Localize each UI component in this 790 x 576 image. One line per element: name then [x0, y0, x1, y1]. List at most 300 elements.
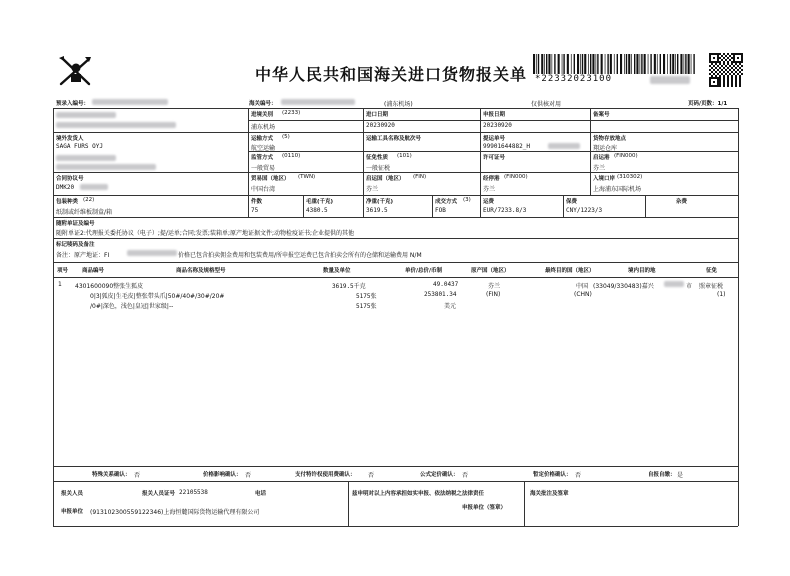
goods-col-price: 单价/总价/币制 — [405, 268, 443, 274]
qr-module — [735, 61, 737, 63]
net-weight-value: 3619.5 — [366, 207, 388, 214]
qr-module — [723, 83, 725, 85]
goods-item-levy-1: 照章征税 — [699, 283, 724, 290]
qr-module — [719, 63, 721, 65]
qr-module — [737, 73, 739, 75]
qr-module — [719, 61, 721, 63]
qr-module — [731, 85, 733, 87]
pieces-label: 件数 — [251, 199, 263, 205]
barcode-bar — [677, 54, 678, 74]
barcode-bar — [552, 54, 553, 74]
consignee-name-redacted — [56, 122, 176, 128]
qr-module — [733, 69, 735, 71]
barcode-bar — [596, 54, 597, 74]
barcode-bar — [563, 54, 564, 74]
qr-module — [735, 81, 737, 83]
qr-module — [715, 77, 717, 79]
barcode-bar — [685, 54, 686, 74]
qr-module — [727, 63, 729, 65]
supervision-value: 一般贸易 — [251, 165, 276, 172]
insurance-label: 保费 — [566, 199, 578, 205]
qr-module — [739, 53, 741, 55]
qr-module — [717, 61, 719, 63]
deal-mode-value: FOB — [435, 207, 446, 214]
misc-fee-label: 杂费 — [676, 199, 688, 205]
qr-module — [729, 55, 731, 57]
qr-module — [731, 71, 733, 73]
qr-module — [739, 85, 741, 87]
trade-country-label: 贸易国（地区） — [251, 176, 290, 182]
record-no-label: 备案号 — [593, 112, 610, 118]
contract-label: 合同协议号 — [56, 176, 84, 182]
goods-item-price-1: 49.0437 — [433, 281, 459, 288]
qr-module — [711, 77, 713, 79]
barcode-bar — [605, 54, 606, 74]
barcode-bar — [640, 54, 641, 74]
qr-module — [711, 85, 713, 87]
barcode-bar — [688, 54, 690, 74]
qr-module — [723, 67, 725, 69]
qr-module — [737, 69, 739, 71]
declarer-label: 报关人员 — [61, 491, 84, 497]
qr-module — [741, 65, 743, 67]
qr-module — [739, 67, 741, 69]
transport-mode-code: (5) — [282, 134, 290, 140]
self-pay-label: 自报自缴： — [648, 472, 676, 478]
barcode-bar — [533, 54, 535, 74]
qr-module — [723, 71, 725, 73]
barcode-bar — [610, 54, 612, 74]
qr-module — [739, 81, 741, 83]
origin-country-label: 启运国（地区） — [366, 176, 405, 182]
qr-module — [721, 69, 723, 71]
qr-module — [723, 57, 725, 59]
provisional-price-label: 暂定价格确认： — [533, 472, 572, 478]
qr-module — [719, 85, 721, 87]
provisional-price-value: 否 — [575, 472, 582, 479]
qr-module — [735, 63, 737, 65]
qr-module — [715, 67, 717, 69]
legal-statement: 兹申明对以上内容承担如实申报、依法纳税之法律责任 — [352, 491, 485, 497]
qr-module — [723, 53, 725, 55]
preentry-redacted — [92, 99, 168, 105]
trade-country-code: (TWN) — [298, 174, 316, 180]
barcode-bar — [597, 54, 598, 74]
supervision-code: (0110) — [282, 153, 301, 159]
qr-module — [717, 69, 719, 71]
departure-port-value: 芬兰 — [593, 165, 606, 172]
declare-unit-sign-label: 申报单位（签章） — [462, 505, 507, 511]
qr-module — [737, 65, 739, 67]
customs-stamp-label: 海关批注及签章 — [530, 491, 569, 497]
qr-module — [711, 63, 713, 65]
qr-module — [713, 81, 715, 83]
marks-redacted — [127, 250, 177, 256]
levy-code: (101) — [397, 153, 412, 159]
goods-col-qty: 数量及单位 — [323, 268, 351, 274]
via-port-value: 芬兰 — [483, 186, 496, 193]
qr-module — [717, 65, 719, 67]
qr-module — [735, 77, 737, 79]
qr-module — [727, 81, 729, 83]
qr-module — [741, 59, 743, 61]
royalty-label: 支付特许权使用费确认： — [295, 472, 356, 478]
qr-module — [719, 67, 721, 69]
qr-module — [733, 65, 735, 67]
qr-module — [711, 75, 713, 77]
qr-module — [717, 83, 719, 85]
qr-module — [719, 81, 721, 83]
goods-col-levy: 征免 — [706, 268, 718, 274]
qr-module — [709, 55, 711, 57]
entry-place-value: 上海浦东国际机场 — [593, 186, 642, 193]
qr-module — [727, 83, 729, 85]
barcode-bar — [644, 54, 646, 74]
barcode-bar — [582, 54, 583, 74]
customs-emblem-icon — [55, 54, 97, 88]
deal-mode-code: (3) — [463, 197, 471, 203]
qr-module — [709, 77, 711, 79]
goods-item-price-3: 美元 — [444, 303, 457, 310]
qr-module — [741, 69, 743, 71]
qr-module — [711, 61, 713, 63]
consumer-redacted — [56, 155, 116, 161]
barcode-number: *22332023100 — [535, 74, 613, 84]
qr-module — [723, 85, 725, 87]
qr-module — [741, 57, 743, 59]
qr-module — [717, 59, 719, 61]
barcode-bar — [574, 54, 575, 74]
barcode-bar — [617, 54, 618, 74]
freight-label: 运费 — [483, 199, 495, 205]
declare-date-value: 20230920 — [483, 122, 512, 129]
qr-module — [737, 61, 739, 63]
qr-module — [709, 83, 711, 85]
goods-domestic-redacted — [664, 281, 684, 287]
barcode-bar — [536, 54, 537, 74]
barcode-bar — [641, 54, 642, 74]
qr-module — [709, 81, 711, 83]
goods-item-price-2: 253801.34 — [424, 291, 457, 298]
barcode-bar — [567, 54, 569, 74]
pieces-value: 75 — [251, 207, 259, 214]
customs-no-redacted — [281, 99, 355, 105]
qr-module — [737, 53, 739, 55]
qr-module — [717, 55, 719, 57]
package-value: 纸制或纤维板制盒/箱 — [56, 209, 113, 216]
goods-item-dest-1: 中国 — [576, 283, 589, 290]
license-label: 许可证号 — [483, 155, 506, 161]
declarer-cert-label: 报关人员证号 — [142, 491, 176, 497]
package-label: 包装种类 — [56, 199, 79, 205]
qr-module — [727, 67, 729, 69]
qr-module — [725, 59, 727, 61]
consignee-redacted — [56, 112, 116, 118]
qr-module — [735, 75, 737, 77]
declarer-cert-value: 22105538 — [179, 489, 208, 496]
deal-mode-label: 成交方式 — [435, 199, 458, 205]
qr-module — [717, 73, 719, 75]
barcode-bar — [691, 54, 692, 74]
qr-module — [729, 65, 731, 67]
goods-col-origin: 原产国（地区） — [471, 268, 510, 274]
qr-module — [735, 71, 737, 73]
entry-place-code: (310302) — [617, 174, 643, 180]
qr-code — [709, 53, 743, 87]
qr-module — [709, 59, 711, 61]
qr-module — [727, 61, 729, 63]
qr-module — [733, 61, 735, 63]
qr-module — [739, 77, 741, 79]
storage-value: 翔运仓库 — [593, 145, 618, 152]
via-port-code: (FIN000) — [504, 174, 528, 180]
qr-module — [719, 57, 721, 59]
qr-module — [731, 79, 733, 81]
marks-label: 标记唛码及备注 — [56, 242, 95, 248]
qr-module — [715, 61, 717, 63]
bill-no-redacted — [548, 143, 580, 149]
goods-col-domestic: 境内目的地 — [628, 268, 656, 274]
goods-item-qty-1: 3619.5千克 — [332, 283, 366, 290]
import-date-label: 进口日期 — [366, 112, 389, 118]
entry-port-value: 浦东机场 — [251, 124, 276, 131]
qr-module — [713, 57, 715, 59]
marks-value-a: 备注：原产地证：FI — [56, 252, 110, 259]
levy-value: 一般征税 — [366, 165, 391, 172]
formula-price-value: 否 — [462, 472, 469, 479]
qr-module — [723, 63, 725, 65]
barcode-bar — [544, 54, 545, 74]
qr-module — [709, 69, 711, 71]
qr-module — [721, 59, 723, 61]
qr-module — [721, 65, 723, 67]
barcode-bar — [636, 54, 638, 74]
barcode-bar — [590, 54, 591, 74]
qr-module — [741, 55, 743, 57]
qr-module — [713, 61, 715, 63]
qr-module — [721, 73, 723, 75]
barcode-bar — [584, 54, 586, 74]
qr-module — [709, 57, 711, 59]
barcode-bar — [660, 54, 661, 74]
qr-module — [727, 85, 729, 87]
qr-module — [719, 71, 721, 73]
barcode-bar — [626, 54, 627, 74]
qr-module — [713, 85, 715, 87]
barcode-bar — [607, 54, 608, 74]
trade-country-value: 中国台湾 — [251, 186, 276, 193]
qr-module — [727, 71, 729, 73]
qr-module — [735, 79, 737, 81]
qr-module — [741, 61, 743, 63]
goods-col-dest: 最终目的国（地区） — [545, 268, 595, 274]
qr-module — [739, 63, 741, 65]
qr-module — [719, 53, 721, 55]
barcode-bar — [675, 54, 676, 74]
bill-no-label: 提运单号 — [483, 136, 506, 142]
goods-item-origin-2: (FIN) — [486, 291, 501, 298]
consumer-name-redacted — [56, 164, 156, 170]
qr-module — [731, 81, 733, 83]
goods-col-code: 商品编号 — [82, 268, 105, 274]
barcode — [533, 54, 698, 74]
via-port-label: 经停港 — [483, 176, 500, 182]
barcode-bar — [634, 54, 635, 74]
qr-module — [711, 53, 713, 55]
qr-module — [717, 77, 719, 79]
qr-module — [717, 81, 719, 83]
qr-module — [735, 85, 737, 87]
qr-module — [727, 77, 729, 79]
qr-module — [719, 77, 721, 79]
barcode-bar — [620, 54, 622, 74]
qr-module — [709, 65, 711, 67]
barcode-bar — [672, 54, 674, 74]
qr-module — [709, 79, 711, 81]
price-impact-value: 否 — [245, 472, 252, 479]
qr-module — [739, 71, 741, 73]
barcode-bar — [684, 54, 685, 74]
declare-date-label: 申报日期 — [483, 112, 506, 118]
barcode-bar — [538, 54, 539, 74]
qr-module — [713, 53, 715, 55]
goods-item-dest-2: (CHN) — [574, 291, 592, 298]
entry-place-label: 入境口岸 — [593, 176, 616, 182]
supervision-label: 监管方式 — [251, 155, 274, 161]
barcode-bar — [588, 54, 589, 74]
qr-module — [713, 77, 715, 79]
self-pay-value: 是 — [677, 472, 684, 479]
overseas-shipper-label: 境外发货人 — [56, 136, 84, 142]
qr-module — [723, 79, 725, 81]
origin-country-value: 芬兰 — [366, 186, 379, 193]
freight-value: EUR/7233.8/3 — [483, 207, 527, 214]
qr-module — [715, 63, 717, 65]
check-note: 仅供核对用 — [531, 101, 562, 108]
barcode-bar — [657, 54, 658, 74]
gross-weight-label: 毛重(千克) — [306, 199, 334, 205]
barcode-bar — [546, 54, 547, 74]
qr-module — [739, 75, 741, 77]
storage-label: 货物存放地点 — [593, 136, 627, 142]
qr-module — [739, 61, 741, 63]
qr-module — [709, 53, 711, 55]
bill-no-value: 99901644882_H — [483, 143, 530, 150]
qr-module — [729, 73, 731, 75]
gross-weight-value: 4380.5 — [306, 207, 328, 214]
import-date-value: 20230920 — [366, 122, 395, 129]
qr-module — [731, 63, 733, 65]
qr-module — [733, 59, 735, 61]
royalty-value: 否 — [368, 472, 375, 479]
qr-module — [725, 55, 727, 57]
qr-module — [713, 73, 715, 75]
qr-module — [739, 83, 741, 85]
qr-module — [733, 55, 735, 57]
goods-item-domestic-tail: 市 — [686, 283, 693, 290]
qr-module — [731, 57, 733, 59]
overseas-shipper-value: SAGA FURS OYJ — [56, 143, 103, 150]
special-relation-value: 否 — [134, 472, 141, 479]
qr-module — [741, 73, 743, 75]
qr-module — [727, 57, 729, 59]
levy-label: 征免性质 — [366, 155, 389, 161]
barcode-bar — [558, 54, 560, 74]
goods-col-name: 商品名称及规格型号 — [176, 268, 226, 274]
qr-module — [715, 71, 717, 73]
qr-module — [731, 67, 733, 69]
declare-unit-label: 申报单位 — [61, 509, 84, 515]
departure-port-label: 启运港 — [593, 155, 610, 161]
qr-module — [731, 53, 733, 55]
qr-module — [709, 73, 711, 75]
qr-module — [731, 61, 733, 63]
qr-module — [717, 85, 719, 87]
insurance-value: CNY/1223/3 — [566, 207, 603, 214]
barcode-bar — [650, 54, 651, 74]
origin-country-code: (FIN) — [413, 174, 427, 180]
barcode-bar — [667, 54, 668, 74]
qr-module — [723, 77, 725, 79]
qr-module — [715, 85, 717, 87]
declare-unit-value: (913102300559122346)上海恒麓国际货物运输代理有限公司 — [90, 509, 260, 516]
barcode-bar — [624, 54, 625, 74]
barcode-bar — [577, 54, 579, 74]
qr-module — [729, 69, 731, 71]
qr-module — [731, 83, 733, 85]
qr-module — [729, 59, 731, 61]
barcode-bar — [663, 54, 665, 74]
barcode-bar — [554, 54, 555, 74]
page-number: 页码/页数：1/1 — [688, 101, 728, 107]
qr-module — [723, 61, 725, 63]
net-weight-label: 净重(千克) — [366, 199, 394, 205]
docs-value: 随附单证2:代理报关委托协议（电子）;提/运单;合同;发票;装箱单;原产地证据文件;动物检疫证书;企业提供的其他 — [56, 230, 355, 237]
price-impact-label: 价格影响确认： — [203, 472, 242, 478]
goods-item-no: 1 — [58, 281, 62, 288]
customs-no-label: 海关编号： — [249, 101, 277, 107]
goods-item-qty-3: 5175张 — [356, 303, 377, 310]
barcode-bar — [580, 54, 581, 74]
conveyance-label: 运输工具名称及航次号 — [366, 136, 422, 142]
goods-item-domestic: (33049/330483)嘉兴 — [593, 283, 654, 290]
qr-module — [711, 71, 713, 73]
marks-value-b: 价格已包含拍卖佣金费用和包装费用/所申报空运费已包含拍卖会所有的仓储和运输费用 N/M — [178, 252, 422, 259]
goods-item-levy-2: (1) — [717, 291, 726, 298]
qr-module — [723, 81, 725, 83]
package-code: (22) — [83, 197, 95, 203]
goods-item-spec-2: /0#|深色，浅色|皇冠|世家级|-- — [90, 303, 174, 310]
qr-module — [735, 83, 737, 85]
barcode-bar — [654, 54, 656, 74]
goods-item-code-name: 4301600090整张生狐皮 — [75, 283, 144, 290]
barcode-bar — [693, 54, 694, 74]
document-title: 中华人民共和国海关进口货物报关单 — [255, 65, 528, 84]
qr-module — [719, 79, 721, 81]
qr-module — [709, 85, 711, 87]
barcode-bar — [680, 54, 682, 74]
qr-module — [717, 57, 719, 59]
qr-module — [723, 75, 725, 77]
transport-mode-value: 航空运输 — [251, 145, 276, 152]
qr-module — [717, 79, 719, 81]
qr-module — [733, 73, 735, 75]
qr-module — [725, 73, 727, 75]
barcode-bar — [541, 54, 543, 74]
barcode-number-redacted — [650, 76, 690, 84]
qr-module — [717, 53, 719, 55]
formula-price-label: 公式定价确认： — [420, 472, 459, 478]
